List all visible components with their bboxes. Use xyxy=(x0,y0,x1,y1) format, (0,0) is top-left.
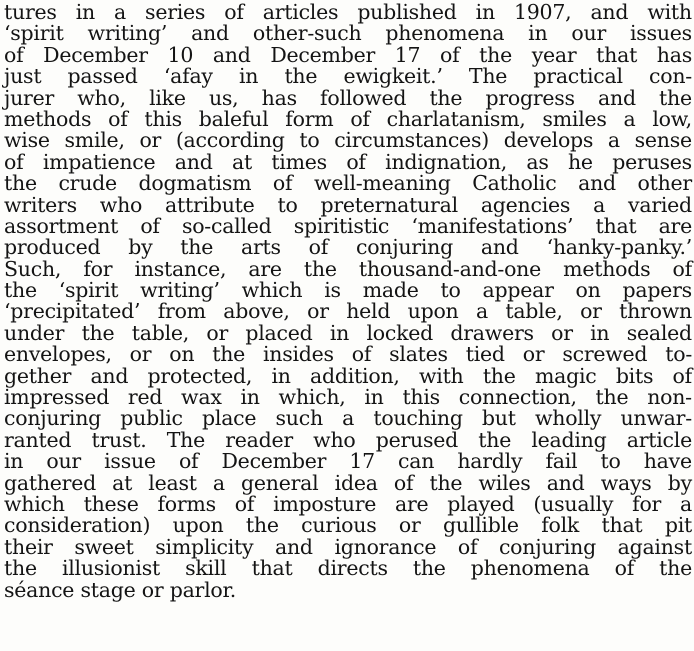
word: of xyxy=(614,556,635,581)
word: ranted xyxy=(4,427,72,452)
word: smiles xyxy=(542,106,607,131)
word: that xyxy=(251,556,293,581)
word: are xyxy=(248,256,282,281)
word: are xyxy=(395,491,429,516)
word: of xyxy=(224,0,244,24)
word: ways xyxy=(600,470,652,495)
word: their xyxy=(4,534,53,559)
word: times xyxy=(271,149,327,174)
word: locked xyxy=(366,320,434,345)
word: and xyxy=(174,149,213,174)
word: in xyxy=(238,64,259,89)
word: made xyxy=(362,278,419,303)
word: curious xyxy=(301,513,377,538)
word: but xyxy=(481,406,516,431)
word: that xyxy=(596,42,638,67)
word: or xyxy=(522,342,545,367)
word: us, xyxy=(208,85,239,110)
word: pit xyxy=(664,513,692,538)
word: issue xyxy=(104,449,156,474)
word: tied xyxy=(465,342,505,367)
word: the xyxy=(482,363,516,388)
word: of xyxy=(108,106,128,131)
word: the xyxy=(429,470,463,495)
text-line xyxy=(4,42,692,67)
word: of xyxy=(178,449,199,474)
word: ewigkeit.’ xyxy=(343,64,443,89)
word: from xyxy=(157,299,206,324)
word: and xyxy=(275,534,313,559)
word: gether xyxy=(4,363,72,388)
text-line xyxy=(4,427,692,452)
word: in xyxy=(240,385,260,410)
word: passed xyxy=(67,64,138,89)
word: The xyxy=(468,64,508,89)
word: spiritistic xyxy=(293,213,390,238)
text-line xyxy=(4,470,692,495)
text-line xyxy=(4,534,692,559)
word: 1907, xyxy=(513,0,572,24)
word: the xyxy=(4,278,37,303)
word: of xyxy=(346,149,366,174)
word: impatience xyxy=(42,149,156,174)
word: at xyxy=(231,149,252,174)
word: these xyxy=(83,491,139,516)
word: imposture xyxy=(273,491,377,516)
word: agencies xyxy=(480,192,571,217)
word: the xyxy=(479,42,512,67)
word: non- xyxy=(647,385,692,410)
word: which xyxy=(241,278,303,303)
word: like xyxy=(149,85,186,110)
word: of xyxy=(393,470,414,495)
word: the xyxy=(245,513,279,538)
word: the xyxy=(478,427,512,452)
word: the xyxy=(180,235,214,260)
text-line xyxy=(4,66,692,87)
word: ‘afay xyxy=(163,64,213,89)
word: a xyxy=(607,128,620,153)
word: December xyxy=(221,449,327,474)
word: writing’ xyxy=(140,278,220,303)
word: (according xyxy=(175,128,285,153)
word: a xyxy=(679,491,692,516)
word: of xyxy=(308,235,329,260)
word: least xyxy=(148,470,197,495)
word: of xyxy=(350,106,370,131)
word: ‘precipitated’ xyxy=(4,299,141,324)
word: or xyxy=(139,128,162,153)
word: he xyxy=(567,149,593,174)
word: of xyxy=(4,149,24,174)
text-line xyxy=(4,192,692,217)
text-line xyxy=(4,515,692,536)
word: insides xyxy=(262,342,334,367)
word: stage xyxy=(80,577,136,602)
word: screwed xyxy=(562,342,648,367)
word: red xyxy=(127,385,163,410)
word: by xyxy=(128,235,153,260)
word: our xyxy=(571,21,607,46)
word: for xyxy=(632,491,662,516)
word: in xyxy=(364,385,384,410)
word: which xyxy=(4,491,65,516)
word: of xyxy=(351,342,372,367)
word: circumstances) xyxy=(334,128,489,153)
word: the xyxy=(659,85,692,110)
word: a xyxy=(212,470,225,495)
text-line xyxy=(4,149,692,174)
word: magic xyxy=(534,363,597,388)
text-line xyxy=(4,23,692,44)
text-line xyxy=(4,2,692,23)
word: appear xyxy=(482,278,554,303)
word: arts xyxy=(241,235,281,260)
word: bits xyxy=(615,363,654,388)
word: published xyxy=(357,0,457,24)
word: above, xyxy=(223,299,290,324)
word: other-such xyxy=(252,21,362,46)
word: a xyxy=(475,299,488,324)
word: ‘hanky-panky.’ xyxy=(546,235,692,260)
word: séance xyxy=(4,577,75,602)
word: a xyxy=(114,0,126,24)
word: the xyxy=(412,556,446,581)
word: with xyxy=(418,363,464,388)
word: con- xyxy=(649,64,692,89)
word: as xyxy=(526,149,549,174)
word: have xyxy=(643,449,692,474)
word: peruses xyxy=(612,149,692,174)
word: sense xyxy=(634,128,692,153)
word: ‘manifestations’ xyxy=(411,213,574,238)
text-line xyxy=(4,173,692,194)
word: Catholic xyxy=(472,171,557,196)
word: to xyxy=(600,449,621,474)
word: connection, xyxy=(458,385,577,410)
word: idea xyxy=(334,470,378,495)
word: that xyxy=(601,513,643,538)
word: a xyxy=(593,192,606,217)
word: which, xyxy=(278,385,346,410)
word: tures xyxy=(4,0,57,24)
word: has xyxy=(261,85,297,110)
word: the xyxy=(284,64,318,89)
word: well-meaning xyxy=(313,171,451,196)
word: the xyxy=(595,385,629,410)
word: reader xyxy=(225,427,293,452)
word: this xyxy=(402,385,440,410)
word: form xyxy=(285,106,334,131)
word: 17 xyxy=(349,449,375,474)
word: in xyxy=(271,363,291,388)
word: the xyxy=(4,171,37,196)
word: baleful xyxy=(198,106,269,131)
word: of xyxy=(672,256,692,281)
word: skill xyxy=(185,556,227,581)
word: in xyxy=(475,0,495,24)
word: can xyxy=(398,449,435,474)
text-line xyxy=(4,344,692,365)
word: practical xyxy=(533,64,623,89)
word: addition, xyxy=(310,363,400,388)
word: who xyxy=(313,427,356,452)
word: that xyxy=(595,213,637,238)
word: writers xyxy=(4,192,77,217)
word: to- xyxy=(665,342,692,367)
word: series xyxy=(145,0,206,24)
word: impressed xyxy=(4,385,110,410)
text-line xyxy=(4,85,692,110)
word: illusionist xyxy=(61,556,160,581)
word: ignorance xyxy=(334,534,437,559)
word: table, xyxy=(131,320,190,345)
word: thrown xyxy=(619,299,692,324)
word: against xyxy=(617,534,692,559)
word: charlatanism, xyxy=(386,106,526,131)
word: on xyxy=(575,278,601,303)
word: dogmatism xyxy=(138,171,252,196)
word: or xyxy=(129,342,152,367)
article-text xyxy=(4,2,692,601)
word: or xyxy=(580,299,602,324)
word: to xyxy=(440,278,461,303)
word: so-called xyxy=(181,213,272,238)
word: of xyxy=(140,213,160,238)
word: for xyxy=(83,256,113,281)
word: in xyxy=(75,0,95,24)
word: in xyxy=(4,449,24,474)
word: gullible xyxy=(442,513,519,538)
text-line xyxy=(4,256,692,281)
word: of xyxy=(440,42,460,67)
word: the xyxy=(429,85,463,110)
text-line xyxy=(4,491,692,516)
text-line xyxy=(4,106,692,131)
word: issues xyxy=(630,21,692,46)
word: just xyxy=(4,64,42,89)
word: to xyxy=(299,128,320,153)
word: year xyxy=(531,42,577,67)
word: (usually xyxy=(533,491,614,516)
word: or xyxy=(206,320,229,345)
word: under xyxy=(4,320,65,345)
word: 17 xyxy=(394,42,421,67)
word: are xyxy=(658,213,692,238)
word: December xyxy=(43,42,148,67)
word: leading xyxy=(531,427,607,452)
text-line xyxy=(4,558,692,579)
word: the xyxy=(212,342,246,367)
word: who, xyxy=(77,85,126,110)
word: crude xyxy=(58,171,117,196)
word: 10 xyxy=(167,42,194,67)
word: in xyxy=(590,320,610,345)
word: in xyxy=(528,21,548,46)
word: such xyxy=(275,406,323,431)
word: and xyxy=(590,0,629,24)
word: general xyxy=(241,470,319,495)
word: perused xyxy=(375,427,459,452)
word: and xyxy=(212,42,251,67)
word: The xyxy=(166,427,205,452)
word: ‘spirit xyxy=(58,278,119,303)
text-line xyxy=(4,237,692,258)
word: in xyxy=(329,320,350,345)
word: wholly xyxy=(534,406,602,431)
word: varied xyxy=(628,192,692,217)
word: or xyxy=(398,513,421,538)
word: develops xyxy=(503,128,594,153)
word: hardly xyxy=(457,449,523,474)
word: and xyxy=(578,171,616,196)
word: has xyxy=(656,42,692,67)
word: or xyxy=(141,577,164,602)
word: preternatural xyxy=(320,192,458,217)
word: upon xyxy=(172,513,224,538)
word: sweet xyxy=(74,534,134,559)
word: phenomena xyxy=(470,556,590,581)
word: conjuring xyxy=(498,534,596,559)
word: attribute xyxy=(165,192,255,217)
text-line xyxy=(4,130,692,151)
word: unwar- xyxy=(620,406,692,431)
word: or xyxy=(307,299,329,324)
word: Such, xyxy=(4,256,62,281)
word: December xyxy=(270,42,376,67)
word: envelopes, xyxy=(4,342,112,367)
word: a xyxy=(623,106,636,131)
word: our xyxy=(46,449,81,474)
word: methods xyxy=(4,106,92,131)
text-line xyxy=(4,301,692,322)
word: gathered xyxy=(4,470,96,495)
word: on xyxy=(169,342,195,367)
word: of xyxy=(457,534,478,559)
word: sealed xyxy=(626,320,692,345)
word: the xyxy=(303,256,337,281)
word: directs xyxy=(317,556,388,581)
word: slates xyxy=(389,342,448,367)
word: low, xyxy=(652,106,692,131)
word: wax xyxy=(181,385,222,410)
word: the xyxy=(4,556,37,581)
word: fail xyxy=(545,449,578,474)
word: assortment xyxy=(4,213,119,238)
word: and xyxy=(480,235,519,260)
word: and xyxy=(90,363,129,388)
word: a xyxy=(342,406,355,431)
word: writing’ xyxy=(87,21,168,46)
word: to xyxy=(277,192,298,217)
word: table, xyxy=(505,299,563,324)
word: trust. xyxy=(91,427,147,452)
word: progress xyxy=(485,85,575,110)
word: who xyxy=(99,192,143,217)
word: public xyxy=(120,406,183,431)
word: at xyxy=(112,470,133,495)
text-line xyxy=(4,451,692,472)
word: touching xyxy=(373,406,463,431)
word: folk xyxy=(541,513,580,538)
word: drawers xyxy=(450,320,534,345)
word: is xyxy=(324,278,341,303)
word: this xyxy=(144,106,182,131)
word: of xyxy=(272,171,293,196)
word: held xyxy=(346,299,391,324)
text-line xyxy=(4,387,692,408)
word: parlor. xyxy=(169,577,237,602)
word: simplicity xyxy=(155,534,254,559)
word: upon xyxy=(407,299,459,324)
word: wise xyxy=(4,128,50,153)
word: and xyxy=(546,470,585,495)
word: articles xyxy=(262,0,339,24)
word: or xyxy=(551,320,573,345)
word: of xyxy=(4,42,24,67)
word: papers xyxy=(622,278,692,303)
word: article xyxy=(626,427,692,452)
word: instance, xyxy=(134,256,227,281)
text-line xyxy=(4,577,692,602)
word: place xyxy=(202,406,257,431)
word: jurer xyxy=(4,85,55,110)
word: the xyxy=(659,556,692,581)
word: protected, xyxy=(147,363,253,388)
word: conjuring xyxy=(355,235,453,260)
word: wiles xyxy=(478,470,531,495)
text-line xyxy=(4,408,692,429)
word: indignation, xyxy=(385,149,507,174)
text-line xyxy=(4,320,692,345)
word: forms xyxy=(157,491,216,516)
word: of xyxy=(234,491,255,516)
text-line xyxy=(4,213,692,238)
word: followed xyxy=(320,85,407,110)
word: by xyxy=(667,470,692,495)
word: consideration) xyxy=(4,513,151,538)
word: ‘spirit xyxy=(4,21,64,46)
word: thousand-and-one xyxy=(358,256,542,281)
word: other xyxy=(637,171,692,196)
word: and xyxy=(598,85,636,110)
word: produced xyxy=(4,235,101,260)
word: and xyxy=(191,21,229,46)
word: phenomena xyxy=(385,21,505,46)
word: conjuring xyxy=(4,406,102,431)
word: smile, xyxy=(64,128,125,153)
word: with xyxy=(647,0,692,24)
word: placed xyxy=(245,320,313,345)
word: methods xyxy=(563,256,651,281)
word: the xyxy=(81,320,115,345)
word: played xyxy=(447,491,515,516)
word: of xyxy=(672,363,692,388)
text-line xyxy=(4,280,692,301)
text-line xyxy=(4,363,692,388)
